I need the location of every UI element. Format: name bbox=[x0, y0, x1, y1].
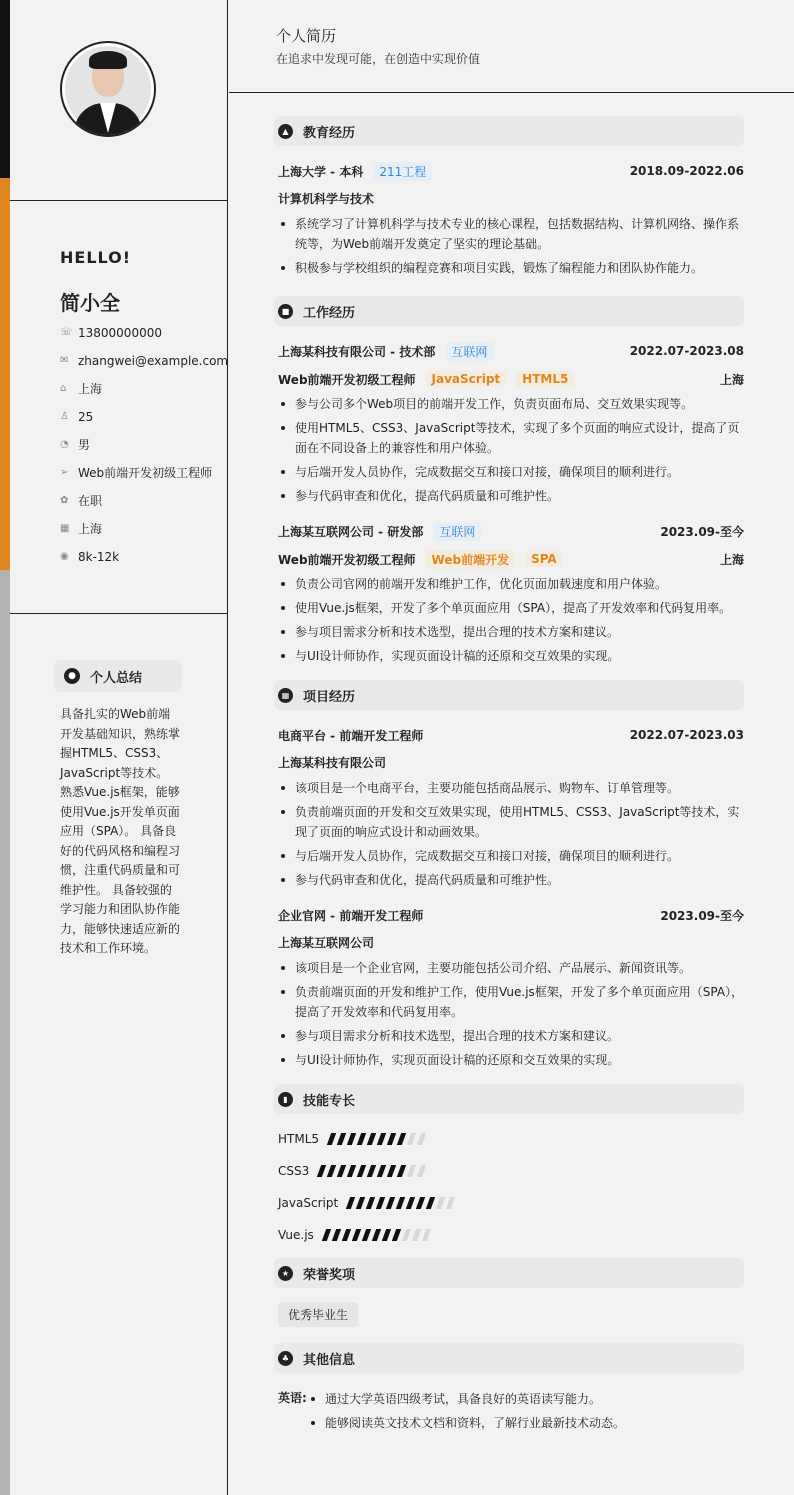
decor-strip-orange bbox=[0, 178, 10, 570]
skill-level-segment bbox=[436, 1197, 445, 1209]
info-value: 上海 bbox=[78, 382, 103, 396]
info-value: Web前端开发初级工程师 bbox=[78, 466, 213, 480]
other-section bbox=[278, 1343, 744, 1437]
list-item: 参与代码审查和优化，提高代码质量和可维护性。 bbox=[278, 870, 744, 890]
project-bullets bbox=[278, 778, 744, 890]
job-position-group bbox=[278, 550, 563, 569]
project-company: 上海某互联网公司 bbox=[278, 936, 375, 950]
job-bullets bbox=[278, 394, 744, 506]
gender-icon: ◔ bbox=[60, 439, 69, 450]
list-item: 系统学习了计算机科学与技术专业的核心课程，包括数据结构、计算机网络、操作系统等，为Web前端开发奠定了坚实的理论基础。 bbox=[278, 214, 744, 254]
list-item: 负责前端页面的开发和维护工作，使用Vue.js框架，开发了多个单页面应用（SPA），提高了开发效率和代码复用率。 bbox=[278, 982, 744, 1022]
skill-tag: SPA bbox=[525, 551, 563, 567]
skill-level-bar bbox=[324, 1229, 434, 1241]
list-item: 参与公司多个Web项目的前端开发工作，负责页面布局、交互效果实现等。 bbox=[278, 394, 744, 414]
skill-level-segment bbox=[397, 1165, 406, 1177]
decor-strip-gray bbox=[0, 570, 10, 1495]
project-date: 2022.07-2023.03 bbox=[629, 728, 744, 742]
project-header-row bbox=[278, 726, 744, 744]
summary-text: 具备扎实的Web前端开发基础知识，熟练掌握HTML5、CSS3、JavaScript等技术。 熟悉Vue.js框架，能够使用Vue.js开发单页面应用（SPA）。 具备良好的代码风格和编程习惯，注重代码质量和可维护性。 具备较强的学习能力和团队协作能力，能够快速适应新的技术和工作环境。 bbox=[60, 707, 181, 955]
other-info-row bbox=[278, 1389, 744, 1437]
info-item bbox=[60, 520, 225, 538]
project-item bbox=[278, 726, 744, 890]
info-item bbox=[60, 548, 225, 566]
skill-tag: JavaScript bbox=[426, 371, 507, 387]
job-position-row bbox=[278, 550, 744, 568]
project-name: 企业官网 - 前端开发工程师 bbox=[278, 908, 424, 923]
skill-level-segment bbox=[402, 1229, 411, 1241]
home-icon: ⌂ bbox=[60, 383, 67, 394]
skill-level-segment bbox=[372, 1229, 381, 1241]
skill-level-segment bbox=[347, 1133, 356, 1145]
skill-level-segment bbox=[397, 1133, 406, 1145]
briefcase-icon: ■ bbox=[278, 304, 293, 319]
skill-level-segment bbox=[347, 1165, 356, 1177]
graduation-cap-icon: ▲ bbox=[278, 124, 293, 139]
school-tag: 211工程 bbox=[373, 162, 432, 181]
skill-level-segment bbox=[407, 1165, 416, 1177]
decor-strip-dark bbox=[0, 0, 10, 178]
skill-list bbox=[278, 1130, 744, 1244]
page-title: 个人简历 bbox=[276, 27, 337, 45]
user-icon: ● bbox=[64, 668, 80, 684]
skill-level-segment bbox=[332, 1229, 341, 1241]
company-name: 上海某科技有限公司 - 技术部 bbox=[278, 344, 436, 359]
major: 计算机科学与技术 bbox=[278, 192, 375, 206]
skill-level-segment bbox=[386, 1197, 395, 1209]
info-item bbox=[60, 492, 225, 510]
industry-tag: 互联网 bbox=[445, 342, 493, 361]
skill-level-segment bbox=[327, 1133, 336, 1145]
section-title-label: 项目经历 bbox=[303, 689, 356, 705]
awards-section bbox=[278, 1258, 744, 1327]
section-title-label: 教育经历 bbox=[303, 125, 356, 141]
position-name: Web前端开发初级工程师 bbox=[278, 552, 416, 567]
job-city: 上海 bbox=[719, 372, 744, 387]
info-item bbox=[60, 464, 225, 482]
main-content bbox=[278, 116, 744, 1437]
skill-level-segment bbox=[446, 1197, 455, 1209]
job-city: 上海 bbox=[719, 552, 744, 567]
list-item: 能够阅读英文技术文档和资料，了解行业最新技术动态。 bbox=[308, 1413, 625, 1433]
info-value: 上海 bbox=[78, 522, 103, 536]
info-item bbox=[60, 436, 225, 454]
info-item bbox=[60, 408, 225, 426]
contact-info-list bbox=[60, 324, 229, 576]
skill-level-segment bbox=[377, 1133, 386, 1145]
list-item: 与后端开发人员协作，完成数据交互和接口对接，确保项目的顺利进行。 bbox=[278, 846, 744, 866]
list-item: 负责前端页面的开发和交互效果实现，使用HTML5、CSS3、JavaScript等技术，实现了页面的响应式设计和动画效果。 bbox=[278, 802, 744, 842]
skill-name: HTML5 bbox=[278, 1132, 320, 1146]
info-value: 13800000000 bbox=[78, 326, 162, 340]
projects-section-title bbox=[274, 680, 744, 710]
skill-name: CSS3 bbox=[278, 1164, 310, 1178]
job-header-row bbox=[278, 342, 744, 360]
page-header bbox=[229, 0, 794, 93]
job-date: 2023.09-至今 bbox=[660, 524, 744, 539]
position-name: Web前端开发初级工程师 bbox=[278, 372, 416, 387]
award-badge: 优秀毕业生 bbox=[278, 1302, 358, 1327]
bar-chart-icon: ▮ bbox=[278, 1092, 293, 1107]
projects-section bbox=[278, 680, 744, 1070]
skill-level-segment bbox=[337, 1133, 346, 1145]
job-company-group bbox=[278, 342, 493, 361]
job-position-row bbox=[278, 370, 744, 388]
salary-icon: ◉ bbox=[60, 551, 69, 562]
project-bullets bbox=[278, 958, 744, 1070]
company-name: 上海某互联网公司 - 研发部 bbox=[278, 524, 424, 539]
phone-icon: ☏ bbox=[60, 327, 73, 338]
list-item: 使用Vue.js框架，开发了多个单页面应用（SPA），提高了开发效率和代码复用率。 bbox=[278, 598, 744, 618]
info-icon: ♣ bbox=[278, 1351, 293, 1366]
section-title-label: 荣誉奖项 bbox=[303, 1267, 356, 1283]
skill-level-segment bbox=[417, 1165, 426, 1177]
list-item: 使用HTML5、CSS3、JavaScript等技术，实现了多个页面的响应式设计，提高了页面在不同设备上的兼容性和用户体验。 bbox=[278, 418, 744, 458]
skill-level-segment bbox=[367, 1165, 376, 1177]
job-company-group bbox=[278, 522, 481, 541]
info-value: 男 bbox=[78, 438, 91, 452]
skill-level-bar bbox=[348, 1197, 458, 1209]
skill-row bbox=[278, 1130, 744, 1148]
section-title-label: 技能专长 bbox=[303, 1093, 356, 1109]
skill-level-bar bbox=[319, 1165, 429, 1177]
skill-level-segment bbox=[417, 1133, 426, 1145]
awards-section-title bbox=[274, 1258, 744, 1288]
info-value: 在职 bbox=[78, 494, 103, 508]
skill-level-segment bbox=[362, 1229, 371, 1241]
page-subtitle: 在追求中发现可能，在创造中实现价值 bbox=[276, 52, 481, 66]
skill-level-segment bbox=[356, 1197, 365, 1209]
list-item: 与后端开发人员协作，完成数据交互和接口对接，确保项目的顺利进行。 bbox=[278, 462, 744, 482]
work-section-title bbox=[274, 296, 744, 326]
building-icon: ▦ bbox=[60, 523, 70, 534]
skill-row bbox=[278, 1194, 744, 1212]
skill-name: JavaScript bbox=[278, 1196, 339, 1210]
project-date: 2023.09-至今 bbox=[660, 908, 744, 923]
skill-level-segment bbox=[367, 1133, 376, 1145]
skill-level-segment bbox=[392, 1229, 401, 1241]
info-value: 8k-12k bbox=[78, 550, 120, 564]
skill-level-segment bbox=[376, 1197, 385, 1209]
work-section bbox=[278, 296, 744, 666]
list-item: 参与项目需求分析和技术选型，提出合理的技术方案和建议。 bbox=[278, 622, 744, 642]
list-item: 该项目是一个电商平台，主要功能包括商品展示、购物车、订单管理等。 bbox=[278, 778, 744, 798]
award-list bbox=[278, 1288, 744, 1327]
job-header-row bbox=[278, 522, 744, 540]
education-section bbox=[278, 116, 744, 278]
section-title-label: 其他信息 bbox=[303, 1352, 356, 1368]
other-label: 英语: bbox=[278, 1391, 307, 1405]
skills-section-title bbox=[274, 1084, 744, 1114]
skill-level-segment bbox=[366, 1197, 375, 1209]
education-section-title bbox=[274, 116, 744, 146]
job-list bbox=[278, 342, 744, 666]
list-item: 参与项目需求分析和技术选型，提出合理的技术方案和建议。 bbox=[278, 1026, 744, 1046]
skill-name: Vue.js bbox=[278, 1228, 314, 1242]
status-icon: ✿ bbox=[60, 495, 69, 506]
project-header-row bbox=[278, 906, 744, 924]
skill-level-bar bbox=[329, 1133, 429, 1145]
skill-level-segment bbox=[426, 1197, 435, 1209]
school-name: 上海大学 - 本科 bbox=[278, 164, 364, 179]
job-item bbox=[278, 522, 744, 666]
other-bullets bbox=[308, 1389, 625, 1437]
person-name: 简小全 bbox=[60, 291, 120, 315]
section-title-label: 工作经历 bbox=[303, 305, 356, 321]
skill-level-segment bbox=[416, 1197, 425, 1209]
skill-level-segment bbox=[322, 1229, 331, 1241]
skill-level-segment bbox=[382, 1229, 391, 1241]
email-icon: ✉ bbox=[60, 355, 69, 366]
skill-level-segment bbox=[422, 1229, 431, 1241]
summary-title-label: 个人总结 bbox=[90, 670, 143, 686]
summary-section-title bbox=[54, 660, 182, 692]
job-item bbox=[278, 342, 744, 506]
other-section-title bbox=[274, 1343, 744, 1373]
skill-level-segment bbox=[352, 1229, 361, 1241]
avatar bbox=[60, 41, 156, 137]
education-header-row bbox=[278, 162, 744, 180]
skill-level-segment bbox=[406, 1197, 415, 1209]
info-value: 25 bbox=[78, 410, 94, 424]
list-item: 参与代码审查和优化，提高代码质量和可维护性。 bbox=[278, 486, 744, 506]
job-position-group bbox=[278, 371, 574, 388]
industry-tag: 互联网 bbox=[433, 522, 481, 541]
sidebar-divider bbox=[10, 613, 228, 614]
greeting: HELLO! bbox=[60, 248, 132, 267]
info-item bbox=[60, 324, 225, 342]
project-item bbox=[278, 906, 744, 1070]
grid-icon: ▦ bbox=[278, 688, 293, 703]
skill-level-segment bbox=[357, 1133, 366, 1145]
job-date: 2022.07-2023.08 bbox=[629, 344, 744, 358]
sidebar-divider bbox=[10, 200, 228, 201]
skills-section bbox=[278, 1084, 744, 1244]
list-item: 与UI设计师协作，实现页面设计稿的还原和交互效果的实现。 bbox=[278, 1050, 744, 1070]
skill-level-segment bbox=[387, 1165, 396, 1177]
skill-level-segment bbox=[327, 1165, 336, 1177]
info-value: zhangwei@example.com bbox=[78, 354, 229, 368]
skill-level-segment bbox=[407, 1133, 416, 1145]
skill-level-segment bbox=[346, 1197, 355, 1209]
age-icon: ♙ bbox=[60, 411, 69, 422]
skill-level-segment bbox=[412, 1229, 421, 1241]
award-icon: ★ bbox=[278, 1266, 293, 1281]
list-item: 通过大学英语四级考试，具备良好的英语读写能力。 bbox=[308, 1389, 625, 1409]
list-item: 与UI设计师协作，实现页面设计稿的还原和交互效果的实现。 bbox=[278, 646, 744, 666]
education-date: 2018.09-2022.06 bbox=[629, 164, 744, 178]
skill-tag: HTML5 bbox=[516, 371, 574, 387]
send-icon: ➢ bbox=[60, 467, 69, 478]
skill-level-segment bbox=[357, 1165, 366, 1177]
skill-level-segment bbox=[337, 1165, 346, 1177]
job-bullets bbox=[278, 574, 744, 666]
skill-level-segment bbox=[342, 1229, 351, 1241]
skill-row bbox=[278, 1226, 744, 1244]
skill-level-segment bbox=[317, 1165, 326, 1177]
skill-level-segment bbox=[387, 1133, 396, 1145]
info-item bbox=[60, 352, 229, 370]
list-item: 积极参与学校组织的编程竞赛和项目实践，锻炼了编程能力和团队协作能力。 bbox=[278, 258, 744, 278]
list-item: 负责公司官网的前端开发和维护工作，优化页面加载速度和用户体验。 bbox=[278, 574, 744, 594]
project-company: 上海某科技有限公司 bbox=[278, 756, 387, 770]
info-item bbox=[60, 380, 225, 398]
skill-level-segment bbox=[377, 1165, 386, 1177]
skill-tag: Web前端开发 bbox=[426, 550, 516, 569]
project-list bbox=[278, 726, 744, 1070]
project-name: 电商平台 - 前端开发工程师 bbox=[278, 728, 424, 743]
sidebar bbox=[10, 0, 228, 1495]
list-item: 该项目是一个企业官网，主要功能包括公司介绍、产品展示、新闻资讯等。 bbox=[278, 958, 744, 978]
skill-level-segment bbox=[396, 1197, 405, 1209]
skill-row bbox=[278, 1162, 744, 1180]
education-bullets bbox=[278, 214, 744, 278]
